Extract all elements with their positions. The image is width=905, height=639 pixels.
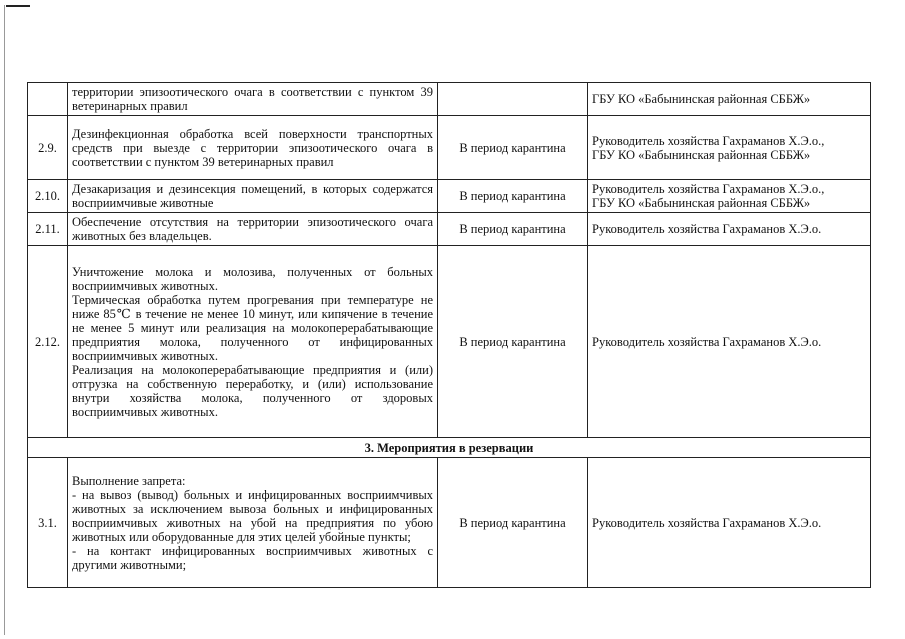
description-paragraph: - на вывоз (вывод) больных и инфицированных восприимчивых животных за исключением вывоза больных и инфицированных восприимчивых животных на убой на предприятия по убою животных или оборудованные для этих целей убойные пункты; — [72, 487, 433, 544]
description-paragraph: Термическая обработка путем прогревания при температуре не ниже 85℃ в течение не менее 10 минут, или кипячение в течение не менее 5 минут или реализация на молокоперерабатывающие предприятия молока, полученного от инфицированных восприимчивых животных. — [72, 292, 433, 363]
page-edge-line — [4, 5, 5, 635]
responsible-line: Руководитель хозяйства Гахраманов Х.Э.о., — [592, 182, 825, 196]
measure-description — [68, 246, 438, 438]
responsible-line: Руководитель хозяйства Гахраманов Х.Э.о. — [592, 334, 822, 349]
table-row-continuation — [28, 83, 871, 116]
responsible-cell — [588, 116, 871, 180]
responsible-line: Руководитель хозяйства Гахраманов Х.Э.о., — [592, 133, 825, 148]
section-title: 3. Мероприятия в резервации — [28, 438, 871, 458]
row-number: 2.11. — [28, 213, 68, 246]
description-paragraph: Реализация на молокоперерабатывающие предприятия и (или) отгрузка на собственную переработку, и (или) использование внутри хозяйства молока, полученного от здоровых восприимчивых животных. — [72, 362, 433, 419]
description-paragraph: Дезинфекционная обработка всей поверхности транспортных средств при выезде с территории эпизоотического очага в соответствии с пунктом 39 ветеринарных правил — [72, 126, 433, 169]
description-paragraph: Дезакаризация и дезинсекция помещений, в которых содержатся восприимчивые животные — [72, 182, 433, 210]
period-cell: В период карантина — [438, 458, 588, 588]
row-number: 2.10. — [28, 180, 68, 213]
corner-mark — [6, 5, 30, 7]
description-paragraph: территории эпизоотического очага в соответствии с пунктом 39 ветеринарных правил — [72, 85, 433, 113]
table-row-2-11 — [28, 213, 871, 246]
measure-description — [68, 213, 438, 246]
responsible-line: Руководитель хозяйства Гахраманов Х.Э.о. — [592, 222, 822, 236]
period-cell: В период карантина — [438, 213, 588, 246]
measure-description — [68, 116, 438, 180]
period-cell: В период карантина — [438, 116, 588, 180]
responsible-cell — [588, 213, 871, 246]
responsible-cell — [588, 458, 871, 588]
description-paragraph: Выполнение запрета: — [72, 473, 186, 488]
responsible-line: ГБУ КО «Бабынинская районная СББЖ» — [592, 92, 811, 106]
measure-description — [68, 83, 438, 116]
description-paragraph: Обеспечение отсутствия на территории эпизоотического очага животных без владельцев. — [72, 215, 433, 243]
row-number: 2.9. — [28, 116, 68, 180]
table-row-2-10 — [28, 180, 871, 213]
description-paragraph: Уничтожение молока и молозива, полученных от больных восприимчивых животных. — [72, 264, 433, 293]
responsible-cell — [588, 180, 871, 213]
description-paragraph: - на контакт инфицированных восприимчивых животных с другими животными; — [72, 543, 433, 572]
measure-description — [68, 458, 438, 588]
period-cell: В период карантина — [438, 180, 588, 213]
row-number: 2.12. — [28, 246, 68, 438]
table-row-2-9 — [28, 116, 871, 180]
section-header-row — [28, 438, 871, 458]
measures-table — [27, 82, 871, 588]
responsible-cell — [588, 246, 871, 438]
responsible-cell — [588, 83, 871, 116]
table-row-2-12 — [28, 246, 871, 438]
period-cell: В период карантина — [438, 246, 588, 438]
period-cell — [438, 83, 588, 116]
row-number: 3.1. — [28, 458, 68, 588]
row-number — [28, 83, 68, 116]
responsible-line: ГБУ КО «Бабынинская районная СББЖ» — [592, 196, 811, 210]
table-row-3-1 — [28, 458, 871, 588]
responsible-line: ГБУ КО «Бабынинская районная СББЖ» — [592, 147, 811, 162]
responsible-line: Руководитель хозяйства Гахраманов Х.Э.о. — [592, 515, 822, 530]
measure-description — [68, 180, 438, 213]
